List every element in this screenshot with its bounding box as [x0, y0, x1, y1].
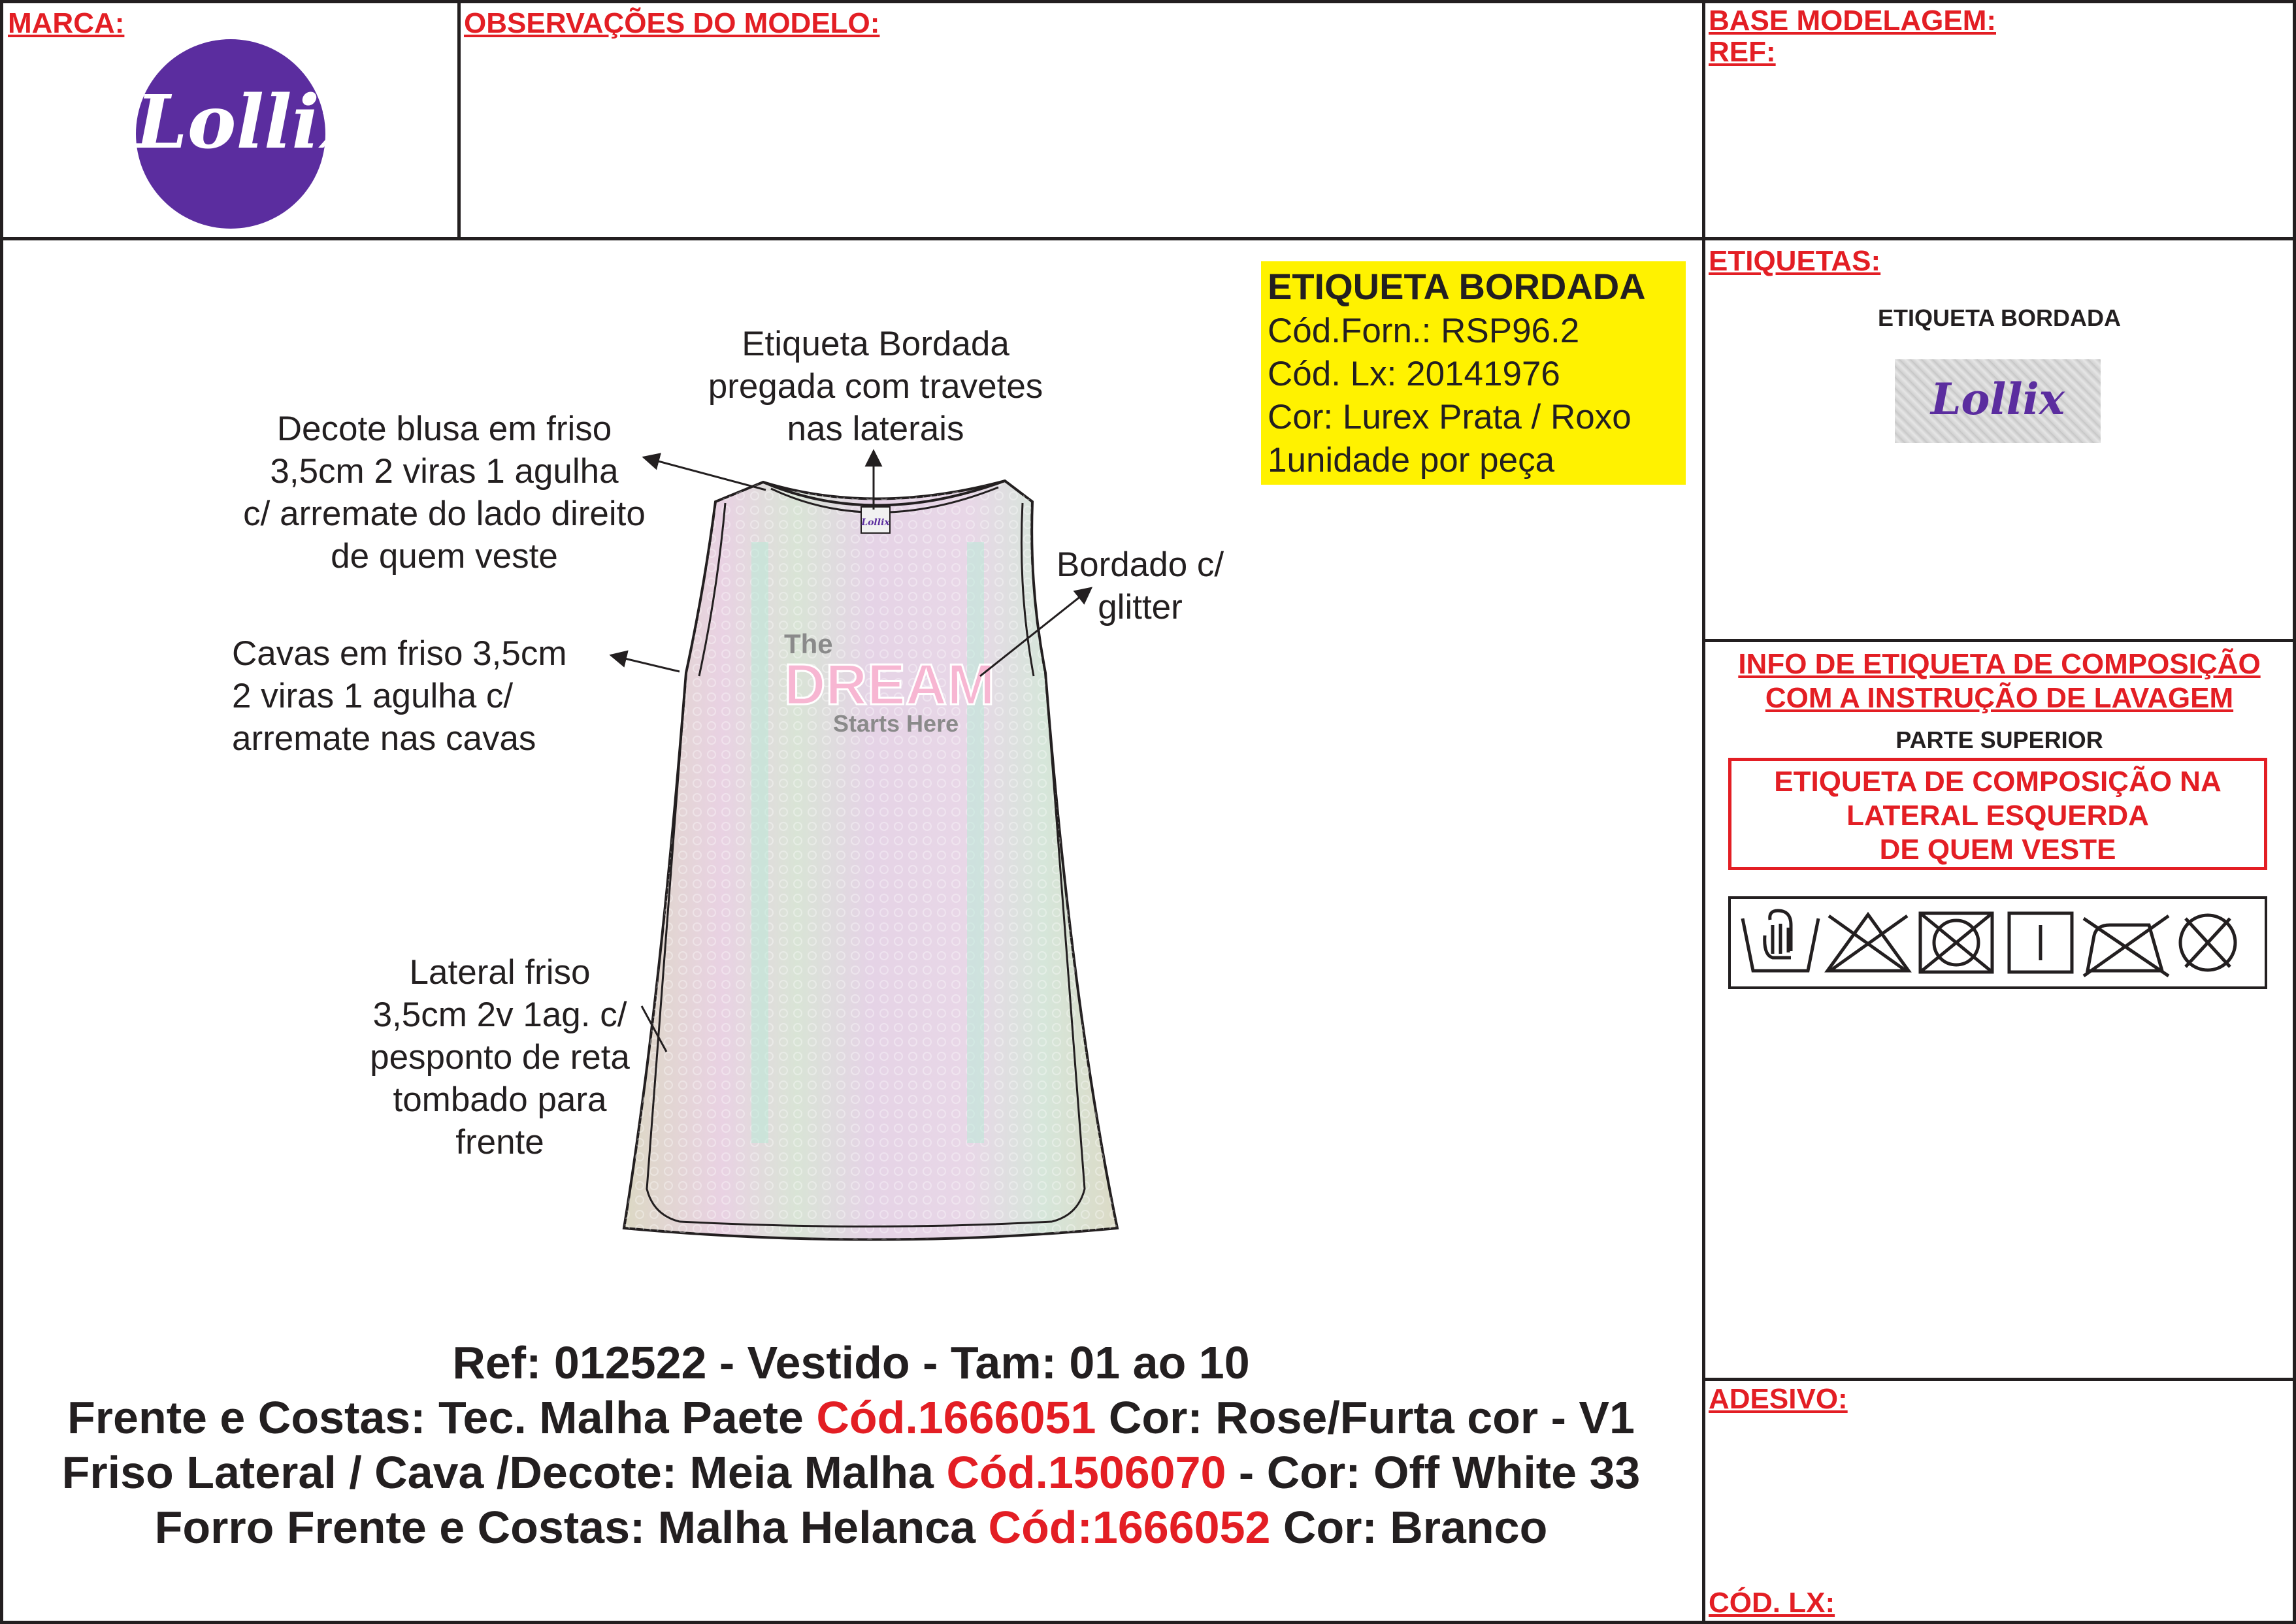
brand-logo-text: Lollix: [136, 80, 363, 165]
adesivo-label: ADESIVO:: [1709, 1383, 1848, 1415]
line-dry-icon: [2009, 913, 2072, 972]
no-tumble-dry-icon: [1920, 913, 1992, 972]
info-composicao-title-1: INFO DE ETIQUETA DE COMPOSIÇÃO: [1738, 648, 2261, 680]
footer-frente-costas: Frente e Costas: Tec. Malha Paete Cód.1666051 Cor: Rose/Furta cor - V1: [67, 1392, 1635, 1443]
footer-forro: Forro Frente e Costas: Malha Helanca Cód:1666052 Cor: Branco: [154, 1502, 1548, 1553]
info-composicao-title-2: COM A INSTRUÇÃO DE LAVAGEM: [1765, 682, 2234, 714]
no-iron-icon: [2084, 916, 2169, 976]
no-bleach-icon: [1828, 915, 1909, 971]
etiquetas-label: ETIQUETAS:: [1709, 245, 1881, 277]
ref-label: REF:: [1709, 36, 1776, 68]
footer-ref: Ref: 012522 - Vestido - Tam: 01 ao 10: [452, 1337, 1250, 1388]
annotation-cavas: Cavas em friso 3,5cm 2 viras 1 agulha c/ arremate nas cavas: [232, 634, 567, 758]
print-the: The: [784, 628, 833, 659]
etiqueta-bordada-swatch: [1895, 359, 2101, 443]
infobox-cor: Cor: Lurex Prata / Roxo: [1268, 398, 1632, 436]
composicao-notice: ETIQUETA DE COMPOSIÇÃO NA LATERAL ESQUERDA DE QUEM VESTE: [1728, 758, 2267, 870]
care-symbols: [1728, 896, 2267, 989]
annotation-etiqueta-bordada: Etiqueta Bordada pregada com travetes nas laterais: [708, 325, 1043, 448]
hand-wash-icon: [1743, 911, 1818, 971]
annotation-bordado: Bordado c/ glitter: [1056, 545, 1224, 626]
garment-label-logo: Lollix: [861, 517, 890, 528]
print-starts-here: Starts Here: [833, 710, 959, 737]
no-dry-clean-icon: [2180, 915, 2235, 970]
annotation-decote: Decote blusa em friso 3,5cm 2 viras 1 agulha c/ arremate do lado direito de quem veste: [243, 410, 646, 576]
marca-label: MARCA:: [8, 7, 125, 39]
infobox-unidade: 1unidade por peça: [1268, 441, 1555, 479]
base-modelagem-label: BASE MODELAGEM:: [1709, 5, 1996, 37]
brand-logo: [136, 39, 363, 229]
observacoes-label: OBSERVAÇÕES DO MODELO:: [464, 7, 880, 39]
etiqueta-bordada-infobox: [1261, 261, 1686, 485]
annotation-lateral: Lateral friso 3,5cm 2v 1ag. c/ pesponto de reta tombado para frente: [370, 953, 630, 1161]
infobox-cod-forn: Cód.Forn.: RSP96.2: [1268, 312, 1580, 350]
infobox-title: ETIQUETA BORDADA: [1268, 266, 1646, 307]
infobox-cod-lx: Cód. Lx: 20141976: [1268, 355, 1560, 393]
cod-lx-label: CÓD. LX:: [1709, 1587, 1835, 1619]
parte-superior-label: PARTE SUPERIOR: [1895, 726, 2103, 753]
print-dream: DREAM: [784, 652, 995, 717]
etiqueta-bordada-caption: ETIQUETA BORDADA: [1878, 304, 2121, 331]
etiqueta-swatch-logo: Lollix: [1931, 374, 2065, 425]
footer-friso: Friso Lateral / Cava /Decote: Meia Malha Cód.1506070 - Cor: Off White 33: [61, 1447, 1641, 1498]
